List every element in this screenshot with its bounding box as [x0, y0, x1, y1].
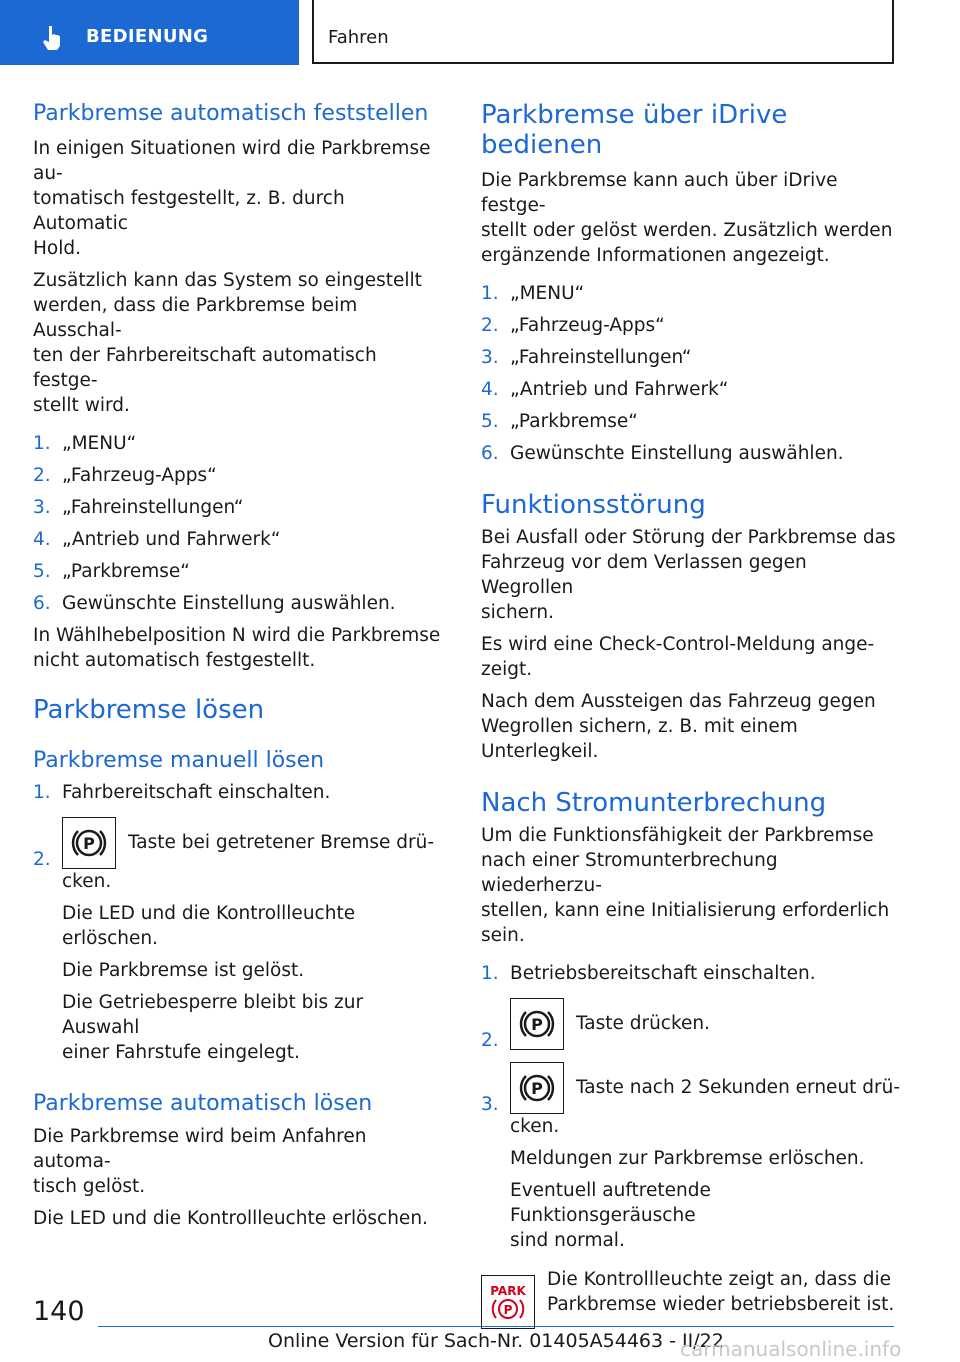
step-detail: Meldungen zur Parkbremse erlöschen.	[510, 1148, 865, 1169]
step-number: 3.	[33, 497, 51, 518]
text-line: Die Parkbremse kann auch über iDrive festge-	[481, 170, 838, 216]
step-text: cken.	[510, 1116, 560, 1137]
paragraph	[481, 525, 901, 625]
list-item	[33, 463, 445, 488]
text-line: Die Kontrollleuchte zeigt an, dass die	[547, 1269, 892, 1290]
text-line: sind normal.	[510, 1230, 625, 1251]
list-item	[33, 559, 445, 584]
text-line: Es wird eine Check-Control-Meldung ange-	[481, 634, 875, 655]
text-line: nach einer Stromunterbrechung wiederherzu-	[481, 850, 778, 896]
svg-text:P: P	[531, 1015, 543, 1034]
step-number: 4.	[481, 379, 499, 400]
header-section-tab[interactable]	[0, 0, 299, 65]
step-text: „Fahreinstellungen“	[510, 347, 692, 368]
list-item	[33, 817, 445, 1065]
hand-pointer-icon	[40, 24, 64, 52]
text-line: einer Fahrstufe eingelegt.	[62, 1042, 300, 1063]
text-line: Fahrzeug vor dem Verlassen gegen Wegrollen	[481, 552, 807, 598]
text-line: In einigen Situationen wird die Parkbremse au-	[33, 138, 431, 184]
paragraph	[33, 1206, 445, 1231]
step-text: Gewünschte Einstellung auswählen.	[510, 443, 844, 464]
step-text: „Antrieb und Fahrwerk“	[510, 379, 729, 400]
parking-brake-icon	[517, 1004, 557, 1044]
text-line: stellen, kann eine Initialisierung erforderlich	[481, 900, 890, 921]
heading-stoerung: Funktionsstörung	[481, 490, 706, 520]
paragraph	[33, 1124, 445, 1199]
text-line: nicht automatisch festgestellt.	[33, 650, 316, 671]
svg-text:P: P	[503, 1303, 513, 1317]
list-item	[33, 780, 445, 805]
text-line: Parkbremse wieder betriebsbereit ist.	[547, 1294, 895, 1315]
list-item	[481, 1062, 901, 1253]
heading-auto-loesen: Parkbremse automatisch lösen	[33, 1091, 373, 1116]
list-item	[481, 998, 901, 1050]
paragraph	[33, 136, 445, 261]
heading-strom: Nach Stromunterbrechung	[481, 788, 827, 818]
text-line: Nach dem Aussteigen das Fahrzeug gegen	[481, 691, 876, 712]
list-item	[33, 527, 445, 552]
step-text: Taste nach 2 Sekunden erneut drü-	[576, 1077, 901, 1098]
text-line: Die Getriebesperre bleibt bis zur Auswahl	[62, 992, 364, 1038]
text-line: Die LED und die Kontrollleuchte erlöschen.	[33, 1208, 428, 1229]
heading-loesen: Parkbremse lösen	[33, 695, 265, 725]
step-number: 5.	[481, 411, 499, 432]
step-text: cken.	[62, 871, 112, 892]
paragraph	[33, 268, 445, 418]
heading-auto-feststellen: Parkbremse automatisch feststellen	[33, 101, 429, 126]
step-text: „MENU“	[62, 433, 137, 454]
step-number: 3.	[481, 347, 499, 368]
text-line: Die Parkbremse wird beim Anfahren automa-	[33, 1126, 367, 1172]
step-detail: Die Parkbremse ist gelöst.	[62, 960, 305, 981]
text-line: Eventuell auftretende Funktionsgeräusche	[510, 1180, 711, 1226]
step-number: 1.	[33, 782, 51, 803]
step-detail	[510, 1178, 901, 1253]
watermark: carmanualsonline.info	[680, 1337, 902, 1361]
step-text: Fahrbereitschaft einschalten.	[62, 782, 331, 803]
parking-brake-icon	[517, 1068, 557, 1108]
list-item	[481, 961, 901, 986]
park-label: PARK	[490, 1284, 526, 1298]
step-number: 4.	[33, 529, 51, 550]
step-number: 1.	[481, 283, 499, 304]
step-text: Gewünschte Einstellung auswählen.	[62, 593, 396, 614]
footer-version: Online Version für Sach-Nr. 01405A54463 - II/22	[268, 1330, 724, 1352]
text-line: ergänzende Informationen angezeigt.	[481, 245, 830, 266]
paragraph	[481, 168, 901, 268]
text-line: zeigt.	[481, 659, 533, 680]
step-list	[481, 961, 901, 1253]
step-text: „Parkbremse“	[62, 561, 190, 582]
paragraph	[481, 823, 901, 948]
paragraph	[33, 623, 445, 673]
list-item	[481, 409, 901, 434]
text-line: Bei Ausfall oder Störung der Parkbremse das	[481, 527, 896, 548]
chapter-title: Fahren	[328, 27, 389, 48]
right-column	[481, 96, 901, 1329]
step-list	[33, 431, 445, 616]
text-line: sichern.	[481, 602, 554, 623]
step-number: 5.	[33, 561, 51, 582]
step-text: „MENU“	[510, 283, 585, 304]
list-item	[33, 495, 445, 520]
list-item	[481, 441, 901, 466]
list-item	[33, 431, 445, 456]
footer-divider	[98, 1326, 894, 1327]
list-item	[481, 345, 901, 370]
step-detail	[62, 990, 445, 1065]
text-line: Zusätzlich kann das System so eingestellt	[33, 270, 422, 291]
step-text: Taste bei getretener Bremse drü-	[128, 832, 435, 853]
step-text: Taste drücken.	[576, 1013, 711, 1034]
parking-brake-key	[510, 1062, 564, 1114]
step-detail: Die LED und die Kontrollleuchte erlöschen.	[62, 903, 356, 949]
step-number: 6.	[481, 443, 499, 464]
step-number: 2.	[481, 315, 499, 336]
step-list	[481, 281, 901, 466]
svg-text:P: P	[83, 834, 95, 853]
text-line: sein.	[481, 925, 525, 946]
step-text: „Fahreinstellungen“	[62, 497, 244, 518]
step-number: 2.	[33, 465, 51, 486]
section-title: BEDIENUNG	[86, 26, 209, 47]
parking-brake-key	[62, 817, 116, 869]
step-list	[33, 780, 445, 1065]
step-text: Betriebsbereitschaft einschalten.	[510, 963, 816, 984]
step-number: 2.	[33, 849, 51, 870]
step-number: 3.	[481, 1094, 499, 1115]
step-number: 1.	[33, 433, 51, 454]
text-line: tomatisch festgestellt, z. B. durch Automatic	[33, 188, 345, 234]
paragraph	[481, 632, 901, 682]
list-item	[481, 281, 901, 306]
text-line: ten der Fahrbereitschaft automatisch festge-	[33, 345, 377, 391]
paragraph	[481, 689, 901, 764]
text-line: tisch gelöst.	[33, 1176, 146, 1197]
step-number: 2.	[481, 1030, 499, 1051]
chapter-tab[interactable]	[312, 0, 894, 64]
parking-brake-icon	[69, 823, 109, 863]
heading-manuell: Parkbremse manuell lösen	[33, 748, 325, 773]
paragraph	[547, 1267, 894, 1317]
step-text: „Parkbremse“	[510, 411, 638, 432]
heading-idrive: Parkbremse über iDrive bedienen	[481, 100, 788, 160]
park-indicator-icon	[482, 1276, 534, 1328]
text-line: werden, dass die Parkbremse beim Ausschal-	[33, 295, 358, 341]
step-text: „Fahrzeug-Apps“	[510, 315, 665, 336]
text-line: In Wählhebelposition N wird die Parkbremse	[33, 625, 441, 646]
list-item	[481, 377, 901, 402]
svg-text:P: P	[531, 1079, 543, 1098]
list-item	[33, 591, 445, 616]
park-indicator	[481, 1275, 535, 1329]
text-line: Um die Funktionsfähigkeit der Parkbremse	[481, 825, 874, 846]
text-line: stellt oder gelöst werden. Zusätzlich werden	[481, 220, 893, 241]
left-column	[33, 96, 445, 1231]
text-line: stellt wird.	[33, 395, 130, 416]
step-text: „Fahrzeug-Apps“	[62, 465, 217, 486]
indicator-note	[481, 1267, 901, 1329]
text-line: Wegrollen sichern, z. B. mit einem Unterlegkeil.	[481, 716, 798, 762]
step-text: „Antrieb und Fahrwerk“	[62, 529, 281, 550]
text-line: Hold.	[33, 238, 81, 259]
list-item	[481, 313, 901, 338]
page-number: 140	[33, 1296, 85, 1327]
parking-brake-key	[510, 998, 564, 1050]
step-number: 1.	[481, 963, 499, 984]
step-number: 6.	[33, 593, 51, 614]
